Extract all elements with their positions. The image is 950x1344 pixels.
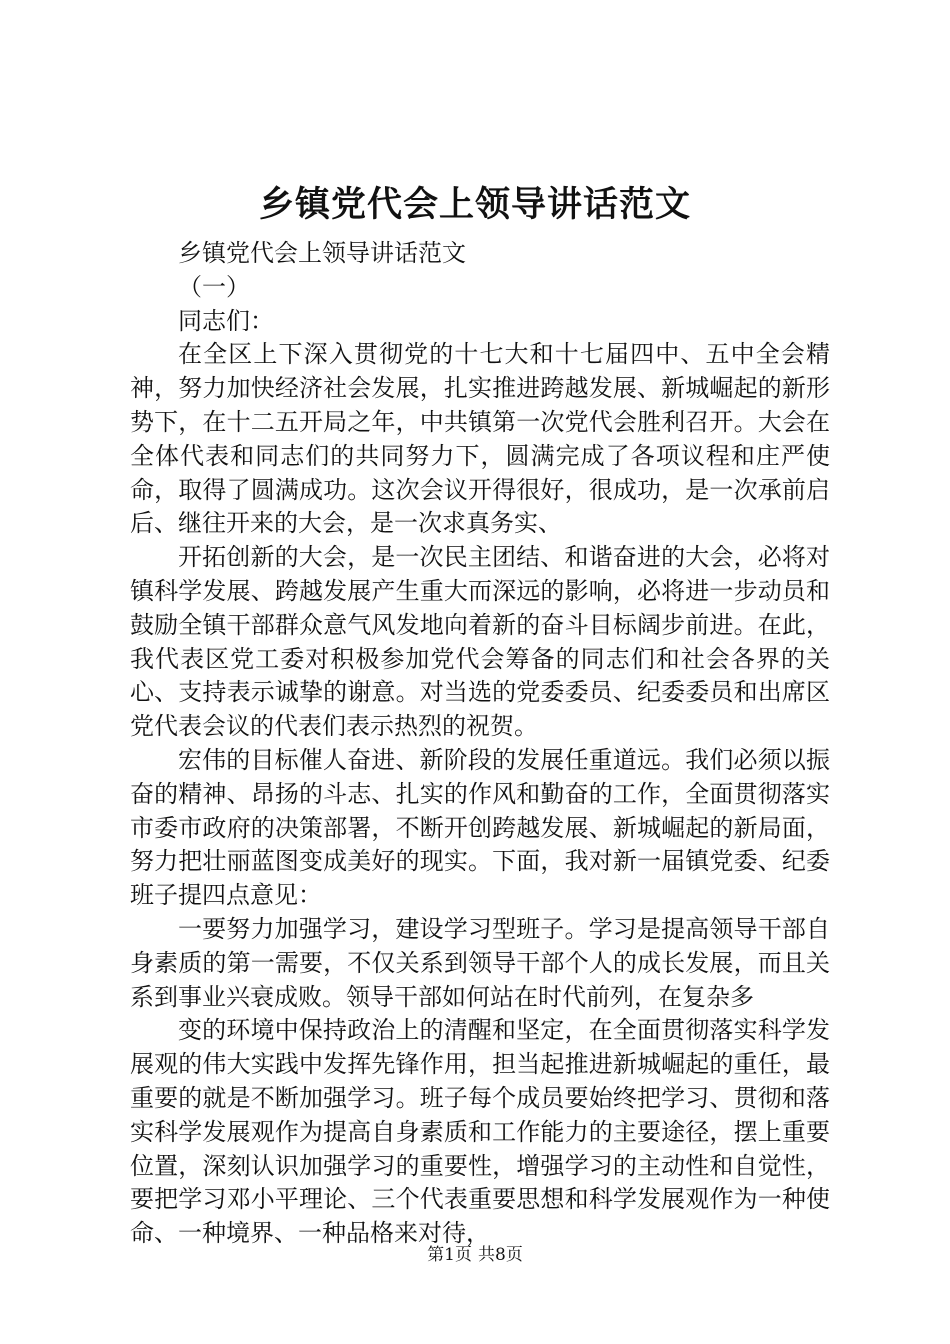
body-paragraph: 在全区上下深入贯彻党的十七大和十七届四中、五中全会精神，努力加快经济社会发展，扎实推进跨越发展、新城崛起的新形势下，在十二五开局之年，中共镇第一次党代会胜利召开。大会在全体代表和同志们的共同努力下，圆满完成了各项议程和庄严使命，取得了圆满成功。这次会议开得很好，很成功，是一次承前启后、继往开来的大会，是一次求真务实、 [130,340,830,538]
document-body [130,237,830,1251]
subtitle-paragraph: 乡镇党代会上领导讲话范文 [178,239,466,267]
salutation-paragraph: 同志们： [178,306,274,335]
body-paragraph: 变的环境中保持政治上的清醒和坚定，在全面贯彻落实科学发展观的伟大实践中发挥先锋作用，担当起推进新城崛起的重任，最重要的就是不断加强学习。班子每个成员要始终把学习、贯彻和落实科学发展观作为提高自身素质和工作能力的主要途径，摆上重要位置，深刻认识加强学习的重要性，增强学习的主动性和自觉性，要把学习邓小平理论、三个代表重要思想和科学发展观作为一种使命、一种境界、一种品格来对待， [130,1016,830,1248]
body-paragraph: 一要努力加强学习，建设学习型班子。学习是提高领导干部自身素质的第一需要，不仅关系到领导干部个人的成长发展，而且关系到事业兴衰成败。领导干部如何站在时代前列，在复杂多 [130,914,830,1011]
document-title: 乡镇党代会上领导讲话范文 [258,185,691,225]
page-number: 第1页 [427,1245,472,1265]
page-total: 共8页 [478,1245,523,1265]
section-number-paragraph: （一） [178,272,250,301]
page-footer [0,1244,950,1266]
body-paragraph: 开拓创新的大会，是一次民主团结、和谐奋进的大会，必将对镇科学发展、跨越发展产生重大而深远的影响，必将进一步动员和鼓励全镇干部群众意气风发地向着新的奋斗目标阔步前进。在此，我代表区党工委对积极参加党代会筹备的同志们和社会各界的关心、支持表示诚挚的谢意。对当选的党委委员、纪委委员和出席区党代表会议的代表们表示热烈的祝贺。 [130,543,830,741]
body-paragraph: 宏伟的目标催人奋进、新阶段的发展任重道远。我们必须以振奋的精神、昂扬的斗志、扎实的作风和勤奋的工作，全面贯彻落实市委市政府的决策部署，不断开创跨越发展、新城崛起的新局面，努力把壮丽蓝图变成美好的现实。下面，我对新一届镇党委、纪委班子提四点意见： [130,745,830,910]
